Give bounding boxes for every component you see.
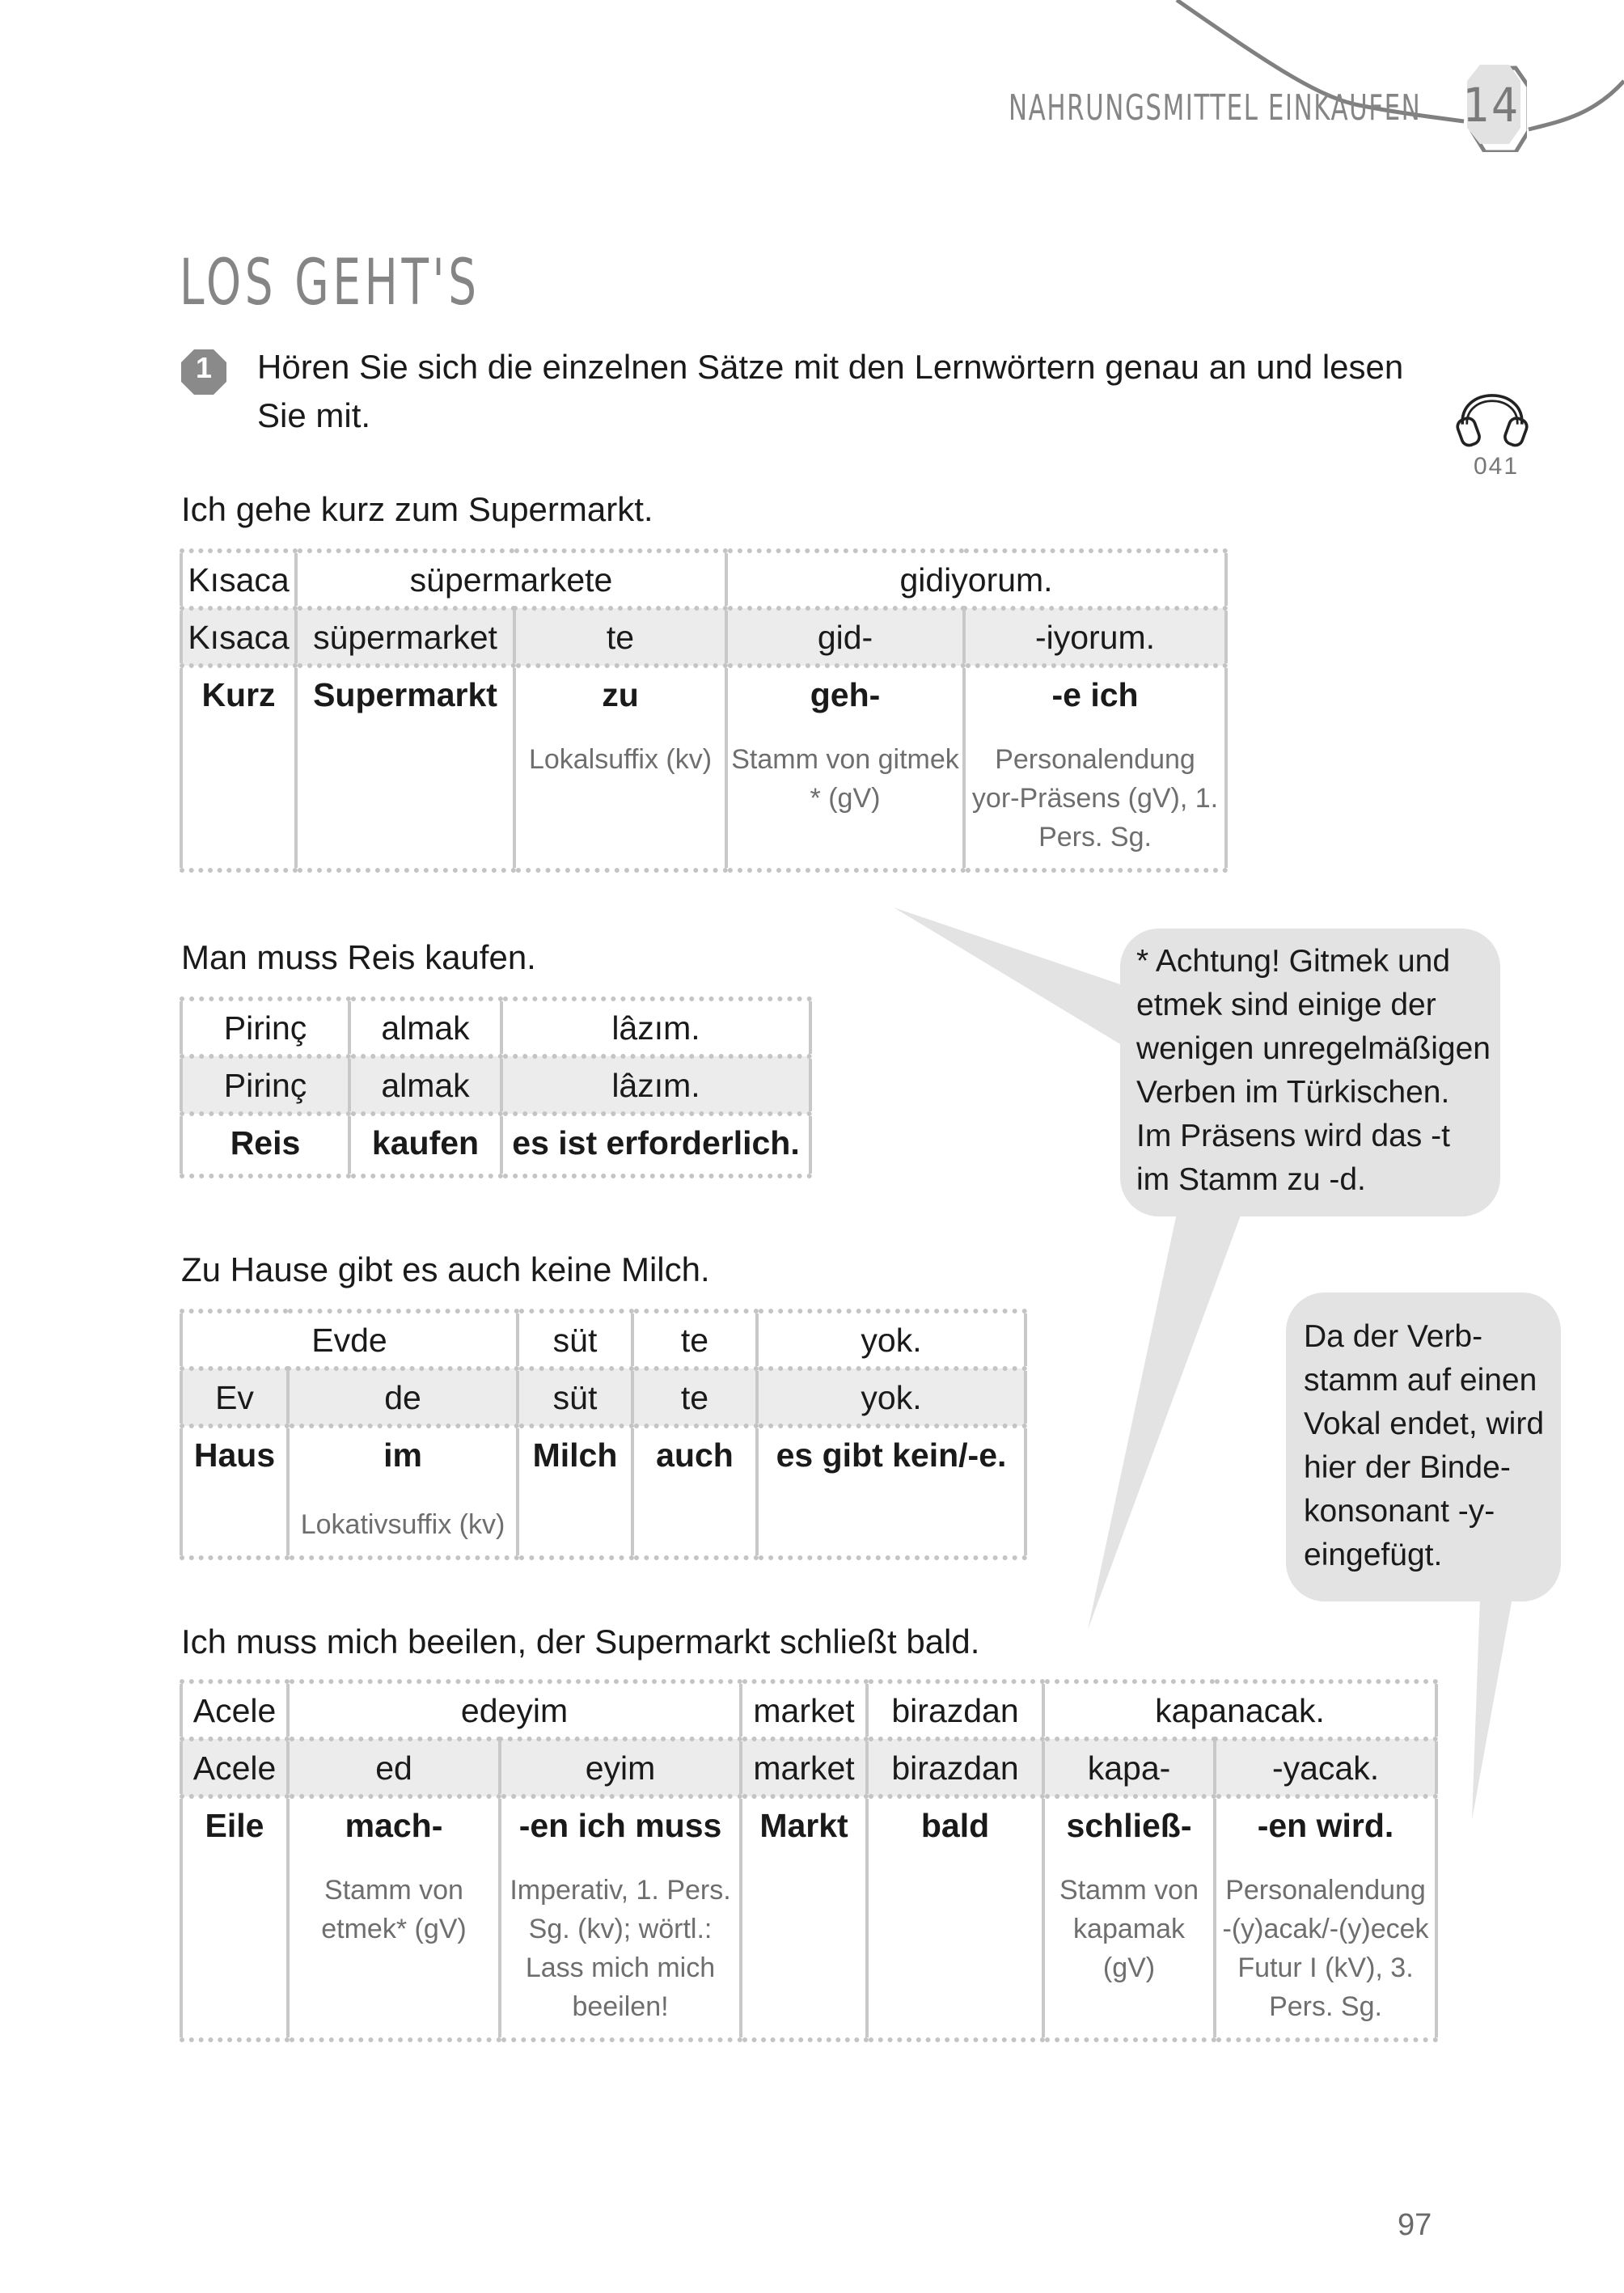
bubble-line: hier der Binde-	[1304, 1450, 1511, 1485]
turkish-row	[181, 1311, 1026, 1369]
cell	[514, 666, 726, 870]
gloss-table-3	[180, 1309, 1027, 1560]
turkish-row	[181, 1682, 1436, 1739]
cell: kapanacak.	[1043, 1682, 1436, 1739]
cell: süpermarket	[296, 608, 514, 666]
bubble-line: Verben im Türkischen.	[1136, 1075, 1450, 1110]
sentence-1-german: Ich gehe kurz zum Supermarkt.	[181, 490, 653, 528]
speech-bubble-note-binding-consonant	[1286, 1292, 1561, 1601]
audio-track-number: 041	[1473, 453, 1520, 480]
cell	[726, 666, 964, 870]
section-title: LOS GEHT'S	[180, 247, 480, 319]
cell: yok.	[757, 1369, 1026, 1426]
cell: lâzım.	[501, 999, 810, 1056]
translation-row	[181, 666, 1226, 870]
sentence-2-german: Man muss Reis kaufen.	[181, 938, 536, 976]
gloss-table-4	[180, 1679, 1438, 2042]
cell: es ist erforderlich.	[501, 1114, 810, 1176]
cell: eyim	[500, 1739, 741, 1796]
cell	[296, 666, 514, 870]
bubble-line: konsonant -y-	[1304, 1494, 1495, 1529]
gloss-table-1	[180, 548, 1228, 873]
cell: edeyim	[288, 1682, 741, 1739]
cell: Reis	[181, 1114, 349, 1176]
grammar-note: Stamm von gitmek * (gV)	[731, 744, 959, 814]
cell: Kısaca	[181, 551, 296, 608]
cell: es gibt kein/-e.	[757, 1426, 1026, 1558]
cell	[288, 1426, 518, 1558]
cell: Pirinç	[181, 1056, 349, 1114]
cell	[288, 1796, 500, 2040]
cell: te	[514, 608, 726, 666]
cell: te	[632, 1369, 757, 1426]
translation-row	[181, 1796, 1436, 2040]
cell: lâzım.	[501, 1056, 810, 1114]
cell: süt	[518, 1369, 632, 1426]
cell: birazdan	[867, 1682, 1043, 1739]
decorative-string-line	[1173, 0, 1624, 162]
translation-row	[181, 1426, 1026, 1558]
segmented-row	[181, 1739, 1436, 1796]
exercise-instruction: Hören Sie sich die einzelnen Sätze mit den Lernwörtern genau an und lesen Sie mit.	[257, 348, 1404, 434]
cell: Acele	[181, 1682, 288, 1739]
turkish-row	[181, 999, 810, 1056]
cell-text: Supermarkt	[313, 676, 497, 713]
cell: almak	[349, 1056, 501, 1114]
grammar-note: Personalendung -(y)acak/-(y)ecek Futur I (kV), 3. Pers. Sg.	[1222, 1875, 1429, 2022]
grammar-note: Personalendung yor-Präsens (gV), 1. Pers. Sg.	[971, 744, 1219, 852]
grammar-note: Lokativsuffix (kv)	[300, 1509, 505, 1540]
cell: Pirinç	[181, 999, 349, 1056]
bubble-line: eingefügt.	[1304, 1538, 1443, 1572]
cell: -iyorum.	[964, 608, 1226, 666]
cell-text: -e ich	[1051, 676, 1139, 713]
gloss-table-2	[180, 996, 812, 1178]
cell-text: zu	[602, 676, 639, 713]
cell: Markt	[741, 1796, 867, 2040]
sentence-3-german: Zu Hause gibt es auch keine Milch.	[181, 1250, 710, 1288]
cell: Haus	[181, 1426, 288, 1558]
cell	[181, 666, 296, 870]
cell: birazdan	[867, 1739, 1043, 1796]
grammar-note: Imperativ, 1. Pers. Sg. (kv); wörtl.: Lass mich mich beeilen!	[510, 1875, 731, 2022]
cell-text: schließ-	[1066, 1807, 1192, 1844]
cell: de	[288, 1369, 518, 1426]
bubble-line: im Stamm zu -d.	[1136, 1162, 1366, 1197]
page-number: 97	[1398, 2208, 1432, 2242]
cell: Ev	[181, 1369, 288, 1426]
cell: te	[632, 1311, 757, 1369]
grammar-note: Stamm von kapamak (gV)	[1059, 1875, 1199, 1983]
cell	[500, 1796, 741, 2040]
exercise-number: 1	[195, 351, 213, 384]
cell-text: im	[383, 1436, 422, 1474]
cell-text: -en wird.	[1257, 1807, 1394, 1844]
cell: gidiyorum.	[726, 551, 1226, 608]
cell: ed	[288, 1739, 500, 1796]
cell	[1043, 1796, 1215, 2040]
grammar-note: Stamm von etmek* (gV)	[321, 1875, 467, 1944]
cell: Eile	[181, 1796, 288, 2040]
cell: süpermarkete	[296, 551, 726, 608]
cell: kaufen	[349, 1114, 501, 1176]
bubble-line: wenigen unregelmäßigen	[1136, 1031, 1491, 1066]
cell-text: Kurz	[201, 676, 276, 713]
cell: süt	[518, 1311, 632, 1369]
cell: market	[741, 1682, 867, 1739]
bubble-line: etmek sind einige der	[1136, 988, 1436, 1022]
cell	[1215, 1796, 1436, 2040]
turkish-row	[181, 551, 1226, 608]
translation-row	[181, 1114, 810, 1176]
cell: -yacak.	[1215, 1739, 1436, 1796]
chapter-number: 14	[1462, 78, 1520, 133]
bubble-line: stamm auf einen	[1304, 1363, 1537, 1398]
segmented-row	[181, 608, 1226, 666]
cell: gid-	[726, 608, 964, 666]
cell: auch	[632, 1426, 757, 1558]
headphones-icon[interactable]	[1448, 368, 1537, 457]
cell: Evde	[181, 1311, 518, 1369]
cell: Kısaca	[181, 608, 296, 666]
bubble-line: Vokal endet, wird	[1304, 1407, 1545, 1441]
cell: almak	[349, 999, 501, 1056]
cell: kapa-	[1043, 1739, 1215, 1796]
cell	[964, 666, 1226, 870]
bubble-line: Im Präsens wird das -t	[1136, 1119, 1450, 1153]
cell: yok.	[757, 1311, 1026, 1369]
cell-text: geh-	[810, 676, 881, 713]
bubble-line: * Achtung! Gitmek und	[1136, 944, 1451, 979]
bubble-line: Da der Verb-	[1304, 1319, 1483, 1354]
segmented-row	[181, 1056, 810, 1114]
grammar-note: Lokalsuffix (kv)	[528, 744, 713, 775]
cell: bald	[867, 1796, 1043, 2040]
segmented-row	[181, 1369, 1026, 1426]
cell-text: -en ich muss	[518, 1807, 722, 1844]
speech-bubble-note-irregular-verbs	[1120, 929, 1500, 1216]
cell: Acele	[181, 1739, 288, 1796]
cell-text: mach-	[345, 1807, 443, 1844]
sentence-4-german: Ich muss mich beeilen, der Supermarkt schließt bald.	[181, 1622, 980, 1661]
cell: Milch	[518, 1426, 632, 1558]
cell: market	[741, 1739, 867, 1796]
chapter-title: NAHRUNGSMITTEL EINKAUFEN	[1009, 87, 1422, 129]
